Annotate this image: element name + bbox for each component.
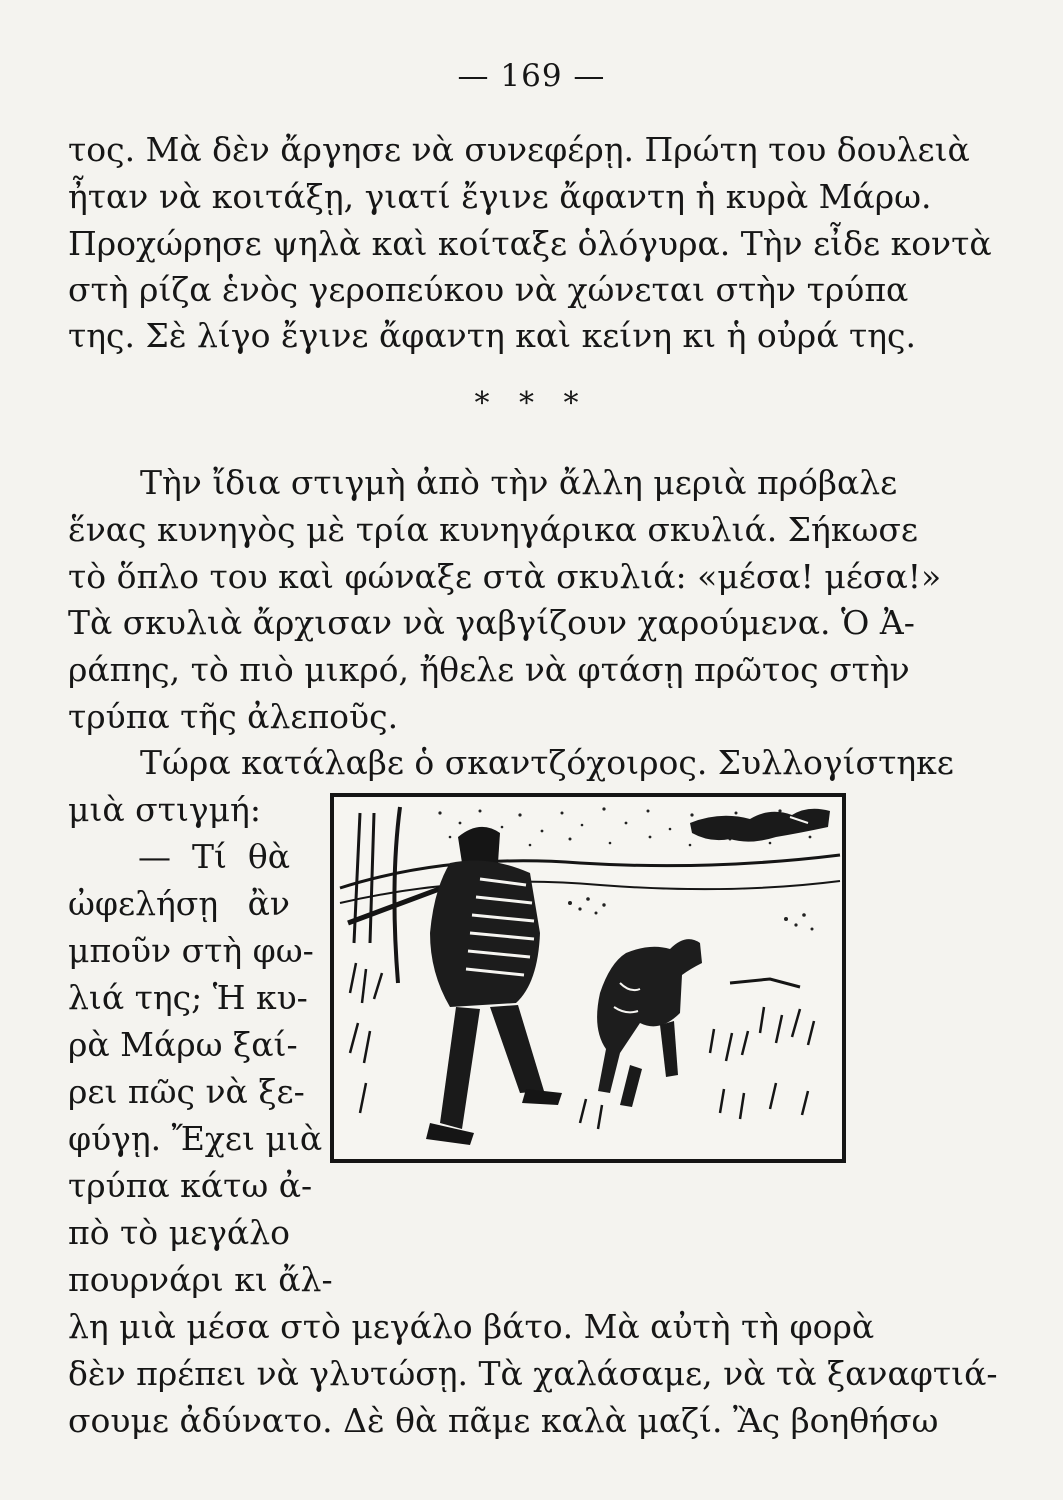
text-line: δὲν πρέπει νὰ γλυτώσῃ. Τὰ χαλάσαμε, νὰ τὰ ξαναφτιά- bbox=[68, 1354, 998, 1393]
text-line: ἕνας κυνηγὸς μὲ τρία κυνηγάρικα σκυλιά. Σήκωσε bbox=[68, 510, 918, 549]
page-number: — 169 — bbox=[457, 58, 606, 94]
text-line: τος. Μὰ δὲν ἄργησε νὰ συνεφέρῃ. Πρώτη του δουλειὰ bbox=[68, 130, 970, 169]
text-line: πουρνάρι κι ἄλ- bbox=[68, 1260, 333, 1299]
text-line: Τὴν ἴδια στιγμὴ ἀπὸ τὴν ἄλλη μεριὰ πρόβαλε bbox=[140, 463, 898, 502]
text-line: ρὰ Μάρω ξαί- bbox=[68, 1025, 298, 1064]
text-line: ρει πῶς νὰ ξε- bbox=[68, 1072, 305, 1111]
hunter-with-dogs-illustration bbox=[330, 793, 846, 1163]
text-line: Τώρα κατάλαβε ὁ σκαντζόχοιρος. Συλλογίστηκε bbox=[140, 743, 954, 782]
text-line: σουμε ἀδύνατο. Δὲ θὰ πᾶμε καλὰ μαζί. Ἂς βοηθήσω bbox=[68, 1401, 939, 1440]
text-line: ἦταν νὰ κοιτάξῃ, γιατί ἔγινε ἄφαντη ἡ κυρὰ Μάρω. bbox=[68, 177, 932, 216]
text-line: μποῦν στὴ φω- bbox=[68, 931, 314, 970]
text-line: ράπης, τὸ πιὸ μικρό, ἤθελε νὰ φτάσῃ πρῶτος στὴν bbox=[68, 650, 910, 689]
text-line: — Τί θὰ bbox=[138, 837, 290, 876]
hunter-illustration-svg bbox=[330, 793, 846, 1163]
text-line: λη μιὰ μέσα στὸ μεγάλο βάτο. Μὰ αὐτὴ τὴ φορὰ bbox=[68, 1307, 875, 1346]
text-line: στὴ ρίζα ἑνὸς γεροπεύκου νὰ χώνεται στὴν τρύπα bbox=[68, 270, 909, 309]
text-line: τὸ ὅπλο του καὶ φώναξε στὰ σκυλιά: «μέσα! μέσα!» bbox=[68, 557, 942, 596]
text-line: Προχώρησε ψηλὰ καὶ κοίταξε ὁλόγυρα. Τὴν εἶδε κοντὰ bbox=[68, 224, 992, 263]
text-line: της. Σὲ λίγο ἔγινε ἄφαντη καὶ κείνη κι ἡ οὐρά της. bbox=[68, 316, 916, 355]
text-line: τρύπα τῆς ἀλεποῦς. bbox=[68, 697, 399, 736]
text-line: Τὰ σκυλιὰ ἄρχισαν νὰ γαβγίζουν χαρούμενα. Ὁ Ἀ- bbox=[68, 603, 915, 642]
text-line: πὸ τὸ μεγάλο bbox=[68, 1213, 290, 1252]
text-line: τρύπα κάτω ἀ- bbox=[68, 1166, 313, 1205]
text-line: ὠφελήσῃ ἂν bbox=[68, 884, 290, 923]
section-separator: * * * bbox=[474, 386, 589, 421]
text-line: λιά της; Ἡ κυ- bbox=[68, 978, 308, 1017]
text-line: μιὰ στιγμή: bbox=[68, 790, 261, 829]
text-line: φύγῃ. Ἔχει μιὰ bbox=[68, 1119, 323, 1158]
